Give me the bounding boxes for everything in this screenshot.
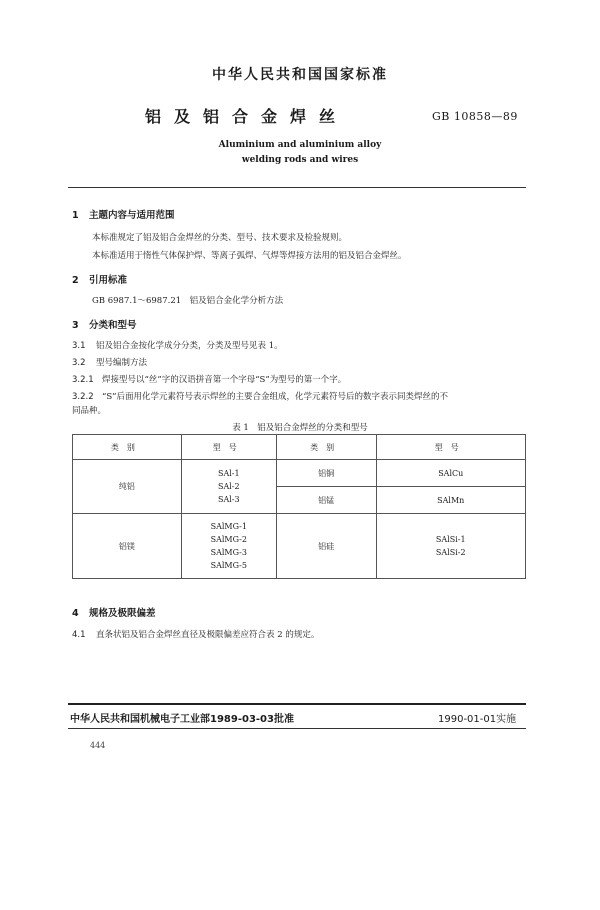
header-category-left: 类别: [73, 435, 182, 460]
table-1: [72, 434, 526, 579]
header-model-right: 型号: [376, 435, 526, 460]
section-1-paragraph-1: 本标准规定了铝及铝合金焊丝的分类、型号、技术要求及检验规则。: [92, 233, 348, 243]
clause-3-2: [72, 356, 147, 368]
section-1-heading: [72, 207, 175, 221]
category-cell: 铝镁: [73, 514, 182, 579]
clause-3-2-1-text: 焊接型号以“丝”字的汉语拼音第一个字母“S”为型号的第一个字。: [102, 375, 347, 385]
section-4-heading: [72, 605, 156, 619]
english-title-line2: welding rods and wires: [241, 155, 359, 165]
category-cell: 铝锰: [276, 487, 376, 514]
model-value: SAl-2: [217, 482, 240, 491]
section-3-number: 3: [72, 320, 79, 331]
approval-line: 中华人民共和国机械电子工业部1989-03-03批准: [70, 714, 294, 725]
page-number: 444: [90, 741, 106, 750]
section-1-paragraph-2: 本标准适用于惰性气体保护焊、等离子弧焊、气焊等焊接方法用的铝及铝合金焊丝。: [92, 251, 407, 261]
category-cell: 铝硅: [276, 514, 376, 579]
document-title: 铝及铝合金焊丝: [145, 107, 349, 126]
footer-divider: [68, 703, 526, 705]
header-category-right: 类别: [276, 435, 376, 460]
section-2-heading: [72, 272, 127, 286]
model-cell: [181, 514, 276, 579]
clause-3-2-text: 型号编制方法: [96, 358, 148, 368]
model-value: SAlMG-1: [210, 522, 247, 531]
clause-3-2-2-text: “S”后面用化学元素符号表示焊丝的主要合金组成，化学元素符号后的数字表示同类焊丝的不: [102, 392, 449, 402]
model-value: SAlMG-3: [210, 548, 247, 557]
clause-4-1-text: 直条状铝及铝合金焊丝直径及极限偏差应符合表 2 的规定。: [96, 630, 320, 640]
category-cell: 铝铜: [276, 460, 376, 487]
footer-bottom-divider: [68, 728, 526, 729]
section-3-heading: [72, 317, 137, 331]
clause-3-1: [72, 339, 283, 351]
clause-3-2-1: [72, 373, 346, 385]
clause-3-2-2-continuation: 同品种。: [72, 406, 107, 416]
section-4-number: 4: [72, 608, 79, 619]
section-3-title: 分类和型号: [89, 320, 137, 331]
clause-3-2-number: 3.2: [72, 358, 86, 368]
section-1-number: 1: [72, 210, 79, 221]
clause-3-2-1-number: 3.2.1: [72, 375, 94, 385]
english-title-line1: Aluminium and aluminium alloy: [218, 140, 382, 150]
model-cell: SAlMn: [376, 487, 526, 514]
model-cell: [376, 514, 526, 579]
category-cell: 纯铝: [73, 460, 182, 514]
model-cell: [181, 460, 276, 514]
effective-date: 1990-01-01实施: [438, 714, 517, 725]
model-value: SAlMG-5: [210, 561, 247, 570]
clause-3-1-number: 3.1: [72, 341, 86, 351]
clause-3-2-2-number: 3.2.2: [72, 392, 94, 402]
section-2-paragraph-1: GB 6987.1～6987.21 铝及铝合金化学分析方法: [92, 296, 284, 306]
model-value: SAlSi-2: [435, 548, 466, 557]
model-value: SAl-3: [217, 495, 240, 504]
model-value: SAlMG-2: [210, 535, 247, 544]
clause-3-1-text: 铝及铝合金按化学成分分类，分类及型号见表 1。: [96, 341, 283, 351]
section-4-title: 规格及极限偏差: [89, 608, 156, 619]
header-divider: [68, 187, 526, 188]
model-cell: SAlCu: [376, 460, 526, 487]
standard-name: 中华人民共和国国家标准: [212, 67, 388, 83]
english-title: [0, 138, 600, 168]
table-row: [73, 514, 526, 579]
section-1-title: 主题内容与适用范围: [89, 210, 175, 221]
table-header-row: [73, 435, 526, 460]
header-model-left: 型号: [181, 435, 276, 460]
clause-4-1-number: 4.1: [72, 630, 86, 640]
clause-3-2-2: [72, 390, 448, 402]
section-2-number: 2: [72, 275, 79, 286]
standard-code: GB 10858—89: [432, 110, 518, 123]
model-value: SAl-1: [217, 469, 240, 478]
table-row: [73, 460, 526, 487]
model-value: SAlSi-1: [435, 535, 466, 544]
table-1-caption: 表 1 铝及铝合金焊丝的分类和型号: [232, 423, 368, 433]
clause-4-1: [72, 628, 319, 640]
section-2-title: 引用标准: [89, 275, 128, 286]
